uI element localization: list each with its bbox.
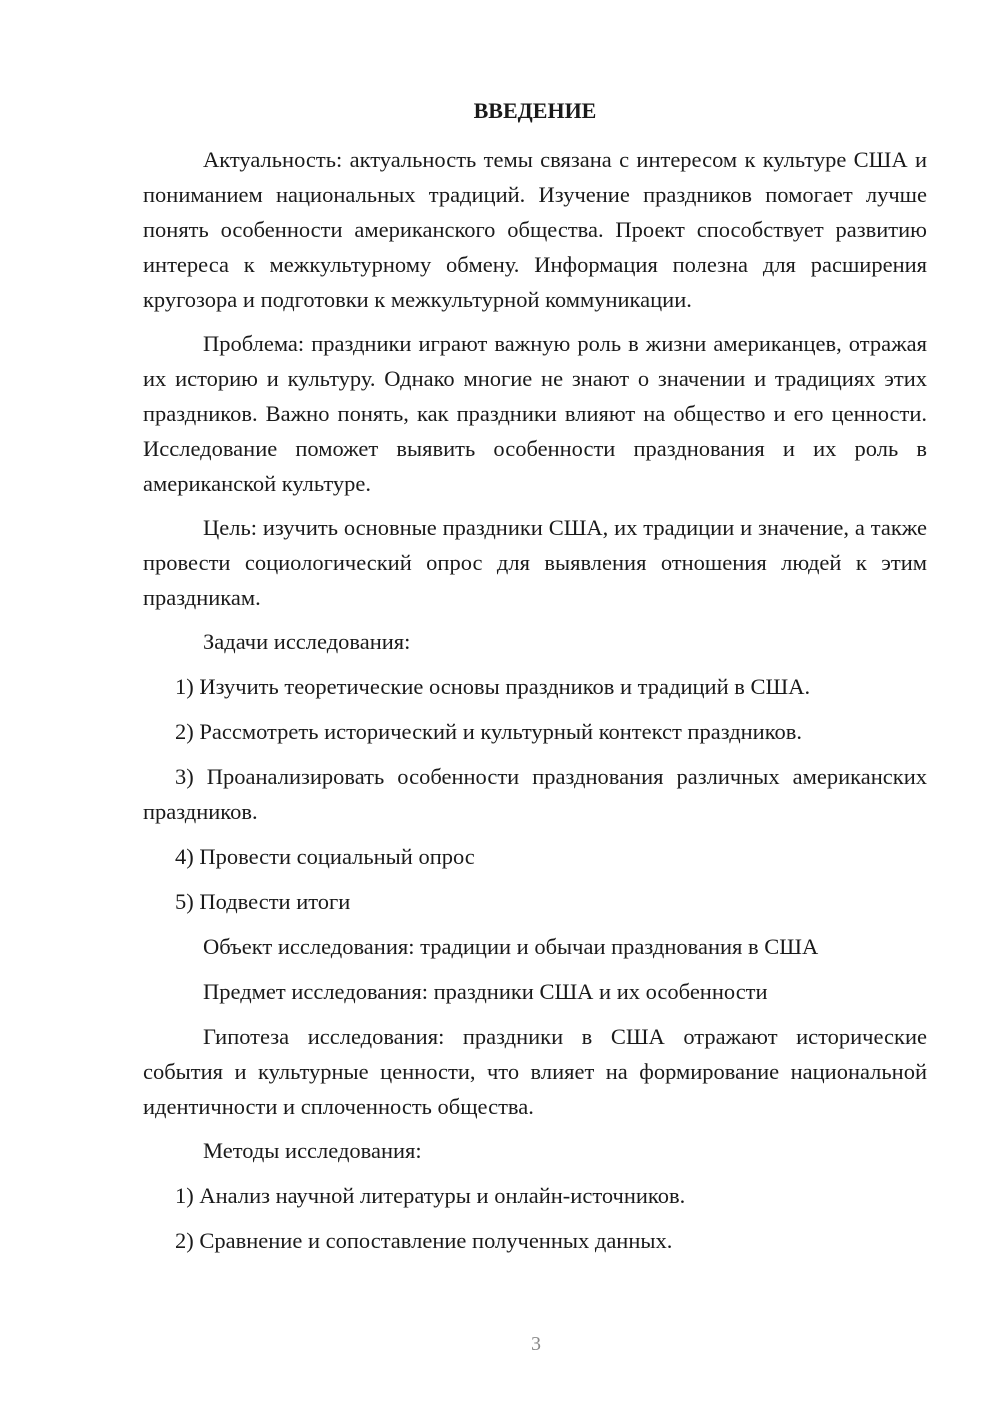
section-heading: ВВЕДЕНИЕ — [473, 98, 597, 123]
task-item: 1) Изучить теоретические основы праздников и традиций в США. — [175, 674, 811, 699]
problem-paragraph: Проблема: праздники играют важную роль в жизни американцев, отражая их историю и культуру. Однако многие не знают о значении и традициях этих праздников. Важно понять, как праздники влияют на общество и его ценности. Исследование поможет выявить особенности празднования и их роль в американской культуре. — [143, 331, 927, 496]
task-item: 4) Провести социальный опрос — [175, 844, 475, 869]
hypothesis-paragraph: Гипотеза исследования: праздники в США отражают исторические события и культурные ценности, что влияет на формирование национальной идентичности и сплоченность общества. — [143, 1024, 927, 1119]
research-subject: Предмет исследования: праздники США и их особенности — [203, 979, 768, 1004]
task-item: 5) Подвести итоги — [175, 889, 351, 914]
task-item: 2) Рассмотреть исторический и культурный контекст праздников. — [175, 719, 803, 744]
goal-paragraph: Цель: изучить основные праздники США, их традиции и значение, а также провести социологический опрос для выявления отношения людей к этим праздникам. — [143, 515, 927, 610]
tasks-title: Задачи исследования: — [203, 629, 411, 654]
task-item: 3) Проанализировать особенности празднования различных американских праздников. — [143, 764, 927, 824]
relevance-paragraph: Актуальность: актуальность темы связана с интересом к культуре США и пониманием национальных традиций. Изучение праздников помогает лучше понять особенности американского общества. Проект способствует развитию интереса к межкультурному обмену. Информация полезна для расширения кругозора и подготовки к межкультурной коммуникации. — [143, 147, 927, 312]
page-number: 3 — [531, 1333, 541, 1355]
method-item: 1) Анализ научной литературы и онлайн-источников. — [175, 1183, 686, 1208]
methods-title: Методы исследования: — [203, 1138, 422, 1163]
method-item: 2) Сравнение и сопоставление полученных данных. — [175, 1228, 673, 1253]
document-page — [143, 94, 927, 1268]
research-object: Объект исследования: традиции и обычаи празднования в США — [203, 934, 819, 959]
